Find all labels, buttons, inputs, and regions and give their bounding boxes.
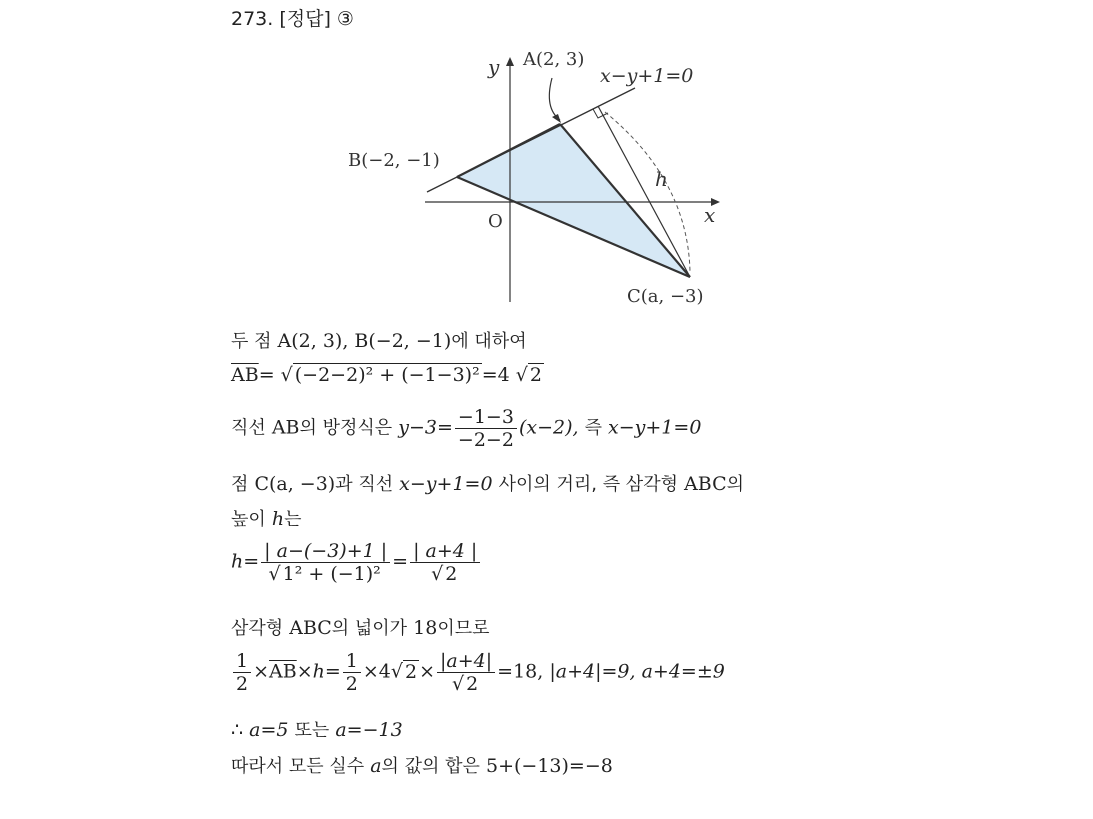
text: 의 방정식은: [299, 417, 393, 439]
fraction: [343, 650, 361, 695]
denominator: 2: [236, 673, 249, 695]
numerator: |a+4|: [437, 650, 495, 673]
solution-line-8: $\frac{1}{2}$ $\times\overline{AB}\times h=$ $\frac{1}{2}$ ×4√ 2 × $\frac{|a+4|}{√ 2}$ =18, |a+4|=9, a+4=±9: [231, 650, 725, 695]
math: ×: [419, 660, 436, 683]
text: 에 대하여: [451, 331, 527, 352]
denominator: √ 2: [431, 563, 458, 585]
radicand: (−2−2)² + (−1−3)²: [294, 364, 480, 386]
solution-line-3: [231, 406, 701, 451]
solution-line-7: [231, 614, 489, 640]
math: ×4: [362, 660, 391, 683]
segment-ab: $\overline{AB}$: [269, 660, 297, 683]
problem-header: 273. [정답] ③: [231, 8, 354, 30]
label-origin: O: [488, 211, 503, 232]
segment-ab: $\overline{AB}$: [231, 364, 259, 386]
text: 직선: [231, 417, 266, 439]
denominator: −2−2: [457, 429, 514, 451]
math: =: [258, 364, 275, 386]
numerator: | a−(−3)+1 |: [261, 540, 390, 563]
numerator: −1−3: [455, 406, 517, 429]
text: 높이: [231, 509, 266, 530]
math: a: [370, 755, 382, 777]
text: 따라서 모든 실수: [231, 756, 365, 777]
pointer-arrowhead: [552, 114, 561, 123]
label-point-a: A(2, 3): [523, 49, 585, 70]
radicand: 2: [466, 673, 479, 695]
math: y−3=: [398, 416, 453, 439]
label-point-b: B(−2, −1): [348, 150, 440, 171]
fraction: [437, 650, 495, 695]
text: 이므로: [437, 618, 490, 639]
numerator: 1: [233, 650, 251, 673]
fraction: [233, 650, 251, 695]
math: =18,: [497, 660, 544, 683]
text: 과 직선: [335, 474, 394, 495]
math: a=5: [249, 719, 289, 741]
text: 즉: [584, 417, 602, 439]
math: A(2, 3), B(−2, −1): [277, 330, 452, 352]
math: a+4=±9: [641, 660, 725, 683]
label-h: h: [655, 167, 668, 191]
label-point-c: C(a, −3): [627, 286, 704, 307]
math: x−y+1=0: [399, 473, 493, 495]
math: AB: [271, 416, 300, 439]
solution-line-9: [231, 716, 403, 742]
math: ×: [253, 660, 270, 683]
math: |a+4|=9,: [549, 660, 636, 683]
text: 또는: [294, 720, 330, 741]
solution-line-1: [231, 327, 527, 353]
math: 18: [413, 617, 438, 639]
label-x-axis: x: [704, 203, 716, 227]
text: 는: [284, 509, 302, 530]
text: 사이의 거리, 즉 삼각형: [498, 474, 678, 495]
solution-line-2: $\overline{AB}=$ √ (−2−2)² + (−1−3)² =4 √ 2: [231, 364, 542, 386]
label-line-equation: x−y+1=0: [600, 65, 694, 87]
fraction: [410, 540, 480, 585]
math: (x−2),: [518, 416, 579, 439]
y-axis-arrow: [506, 57, 514, 66]
denominator: √ 2: [451, 673, 479, 695]
math: 5+(−13)=−8: [485, 755, 613, 777]
text: 두 점: [231, 331, 272, 352]
pointer-to-a: [549, 78, 560, 120]
math: h: [271, 508, 285, 530]
text: 의 넓이가: [331, 618, 408, 639]
denominator: √ 1² + (−1)²: [268, 563, 381, 585]
math: a=−13: [335, 719, 403, 741]
numerator: 1: [343, 650, 361, 673]
triangle-abc: [457, 124, 690, 277]
solution-line-5: [231, 505, 301, 531]
text: 의 값의 합은: [381, 756, 480, 777]
math: ×h=: [296, 660, 341, 683]
solution-line-4: [231, 470, 744, 496]
math: ABC: [684, 473, 727, 495]
denominator: 2: [345, 673, 358, 695]
math: =: [392, 550, 409, 573]
radicand: 2: [529, 364, 542, 386]
radicand: 2: [445, 563, 458, 585]
math: C(a, −3): [254, 473, 336, 495]
text: 점: [231, 474, 249, 495]
math: x−y+1=0: [608, 416, 702, 439]
math: =4: [481, 364, 510, 386]
text: 삼각형: [231, 618, 284, 639]
fraction: [261, 540, 390, 585]
solution-line-6: [231, 540, 482, 585]
label-y-axis: y: [488, 55, 500, 79]
math: ABC: [289, 617, 332, 639]
radicand: 1² + (−1)²: [282, 563, 381, 585]
text: 의: [726, 474, 744, 495]
fraction: [455, 406, 517, 451]
radicand: 2: [405, 660, 418, 683]
numerator: | a+4 |: [410, 540, 480, 563]
therefore-symbol: ∴: [231, 719, 244, 741]
solution-line-10: [231, 752, 613, 778]
math: h=: [231, 550, 260, 573]
triangle-figure: [330, 40, 750, 315]
